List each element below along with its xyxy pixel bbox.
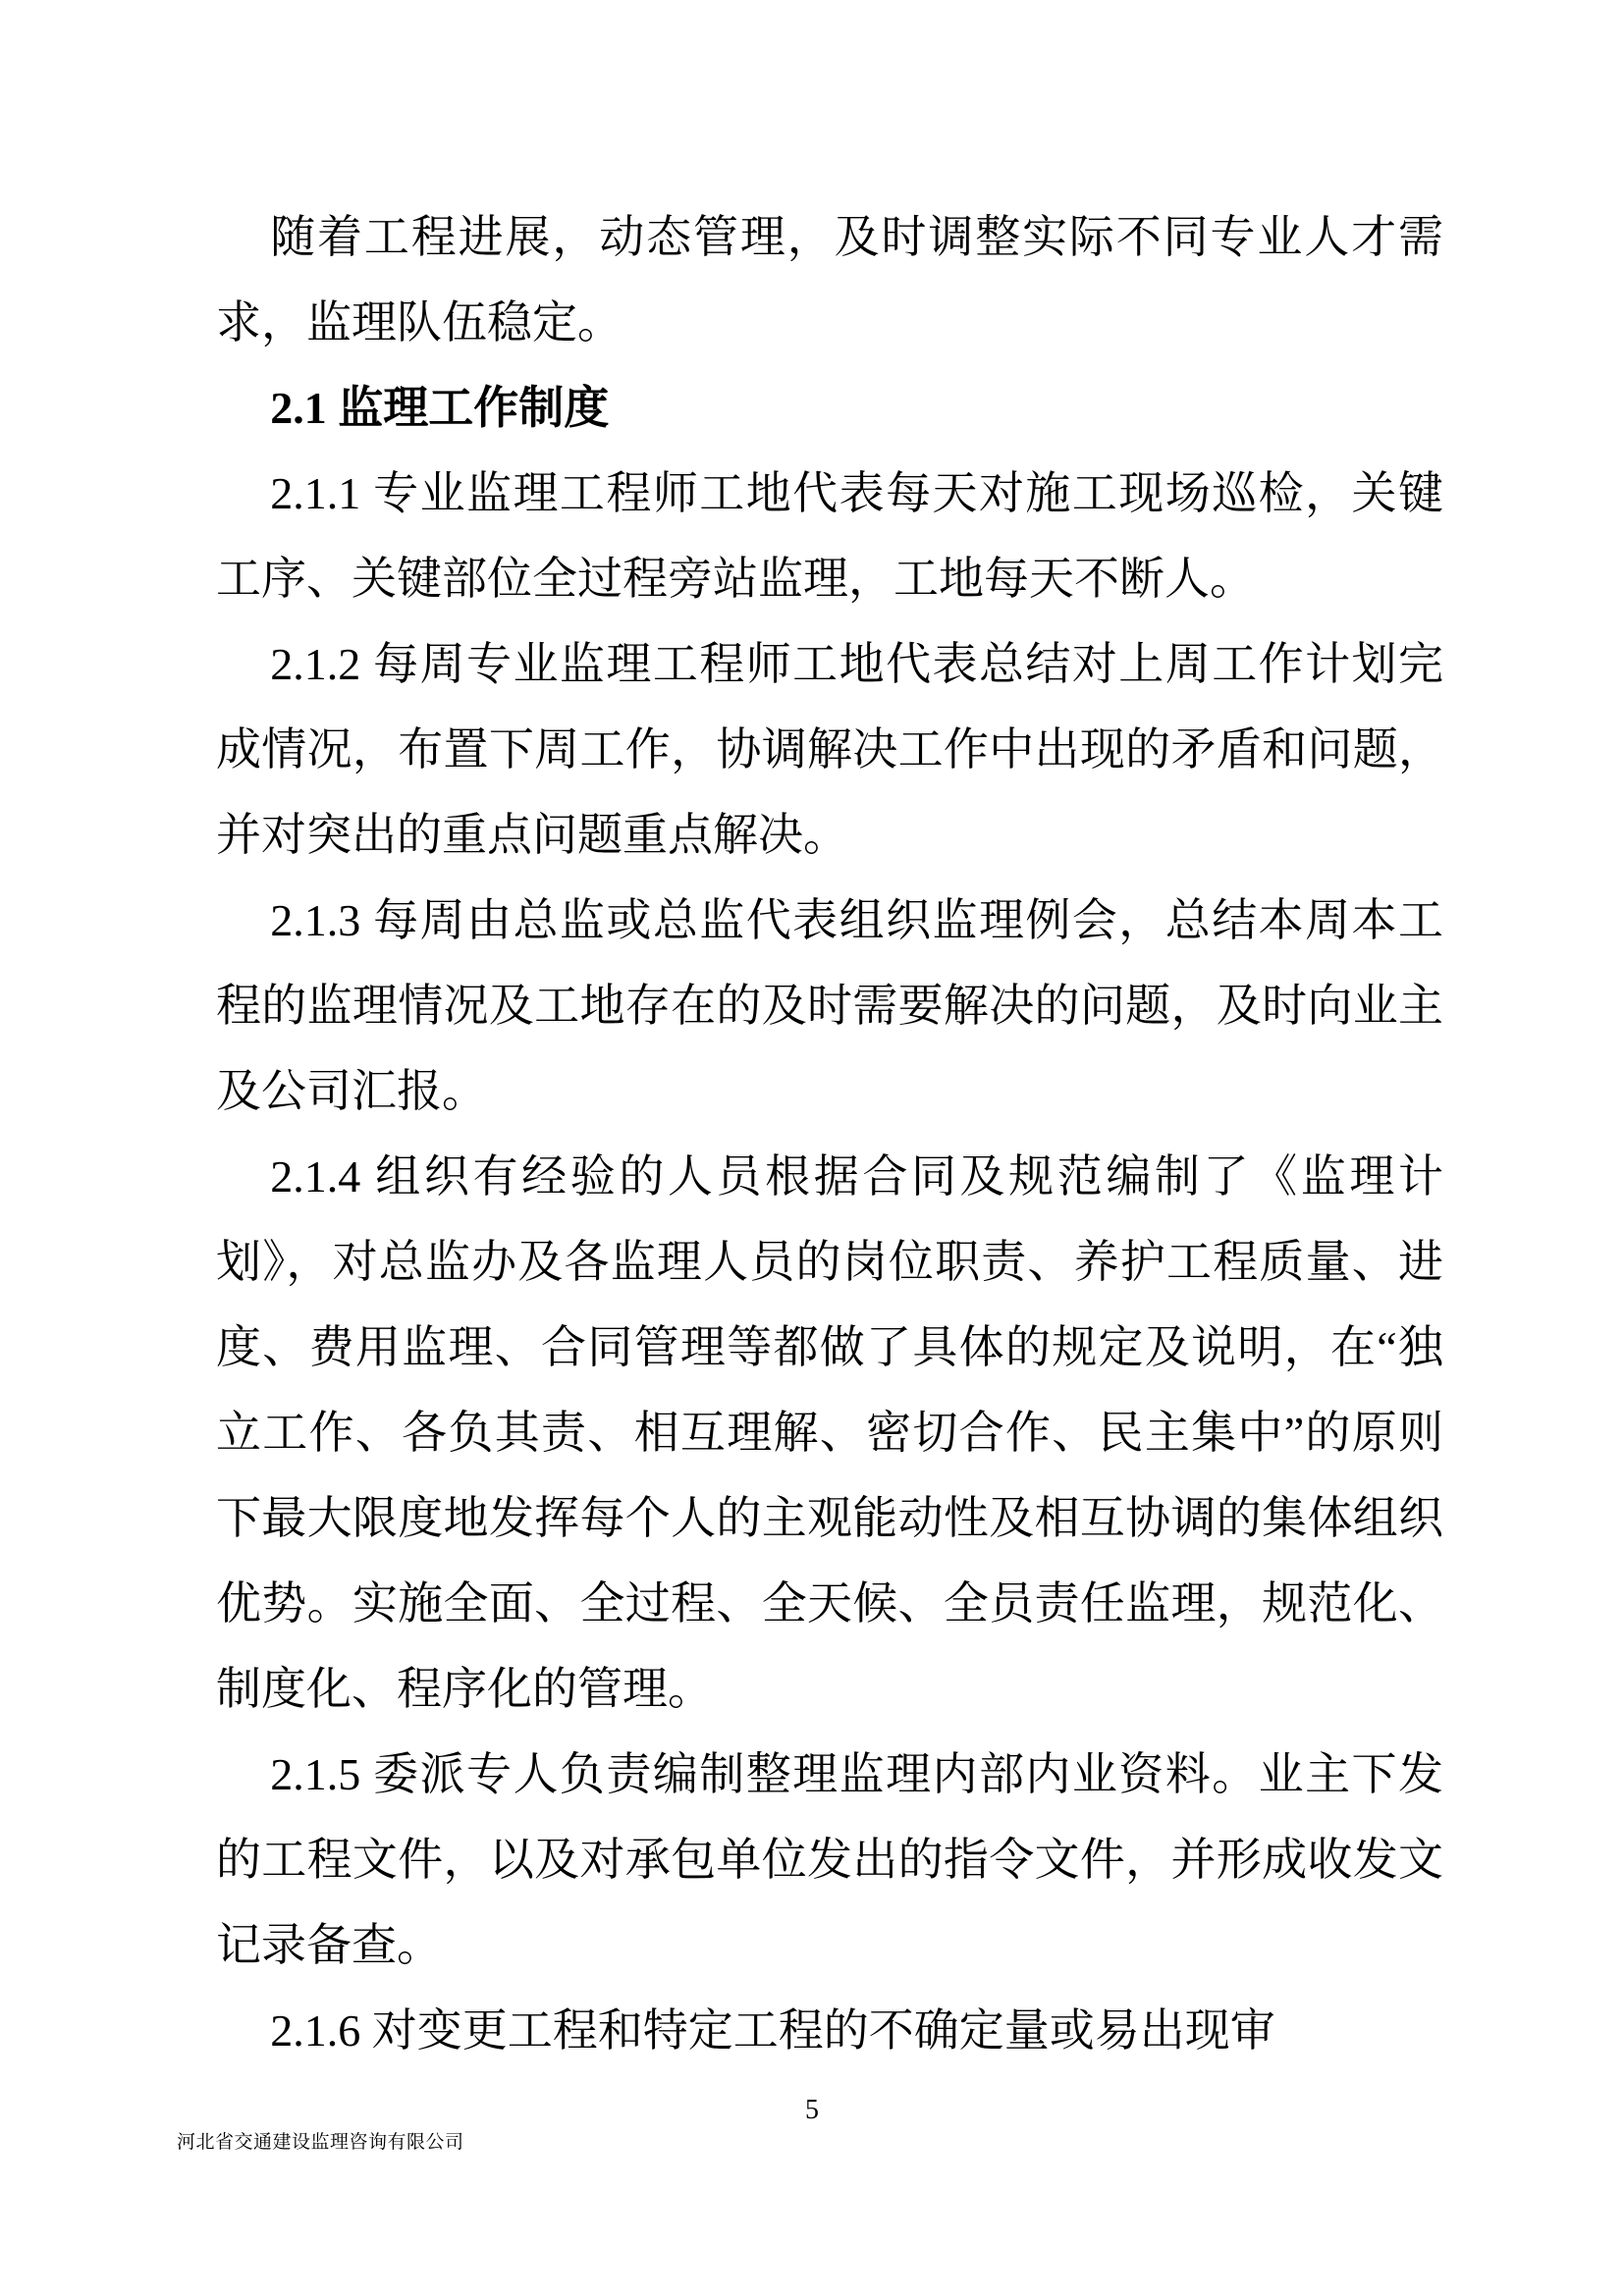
page-number: 5: [805, 2095, 819, 2125]
section-heading: 2.1 监理工作制度: [270, 383, 610, 433]
document-body: [216, 194, 1443, 2073]
paragraph: 2.1.2 每周专业监理工程师工地代表总结对上周工作计划完成情况，布置下周工作，协调解决工作中出现的矛盾和问题，并对突出的重点问题重点解决。: [216, 639, 1443, 860]
paragraph: 2.1.5 委派专人负责编制整理监理内部内业资料。业主下发的工程文件，以及对承包单位发出的指令文件，并形成收发文记录备查。: [216, 1749, 1443, 1970]
paragraph: 随着工程进展，动态管理，及时调整实际不同专业人才需求，监理队伍稳定。: [216, 212, 1443, 347]
paragraph: 2.1.6 对变更工程和特定工程的不确定量或易出现审: [270, 2005, 1275, 2056]
footer-company-name: 河北省交通建设监理咨询有限公司: [177, 2132, 464, 2153]
paragraph: 2.1.4 组织有经验的人员根据合同及规范编制了《监理计划》，对总监办及各监理人员的岗位职责、养护工程质量、进度、费用监理、合同管理等都做了具体的规定及说明，在“独立工作、各负其责、相互理解、密切合作、民主集中”的原则下最大限度地发挥每个人的主观能动性及相互协调的集体组织优势。实施全面、全过程、全天候、全员责任监理，规范化、制度化、程序化的管理。: [216, 1151, 1443, 1714]
paragraph: 2.1.1 专业监理工程师工地代表每天对施工现场巡检，关键工序、关键部位全过程旁站监理，工地每天不断人。: [216, 468, 1443, 604]
paragraph: 2.1.3 每周由总监或总监代表组织监理例会，总结本周本工程的监理情况及工地存在的及时需要解决的问题，及时向业主及公司汇报。: [216, 895, 1443, 1116]
